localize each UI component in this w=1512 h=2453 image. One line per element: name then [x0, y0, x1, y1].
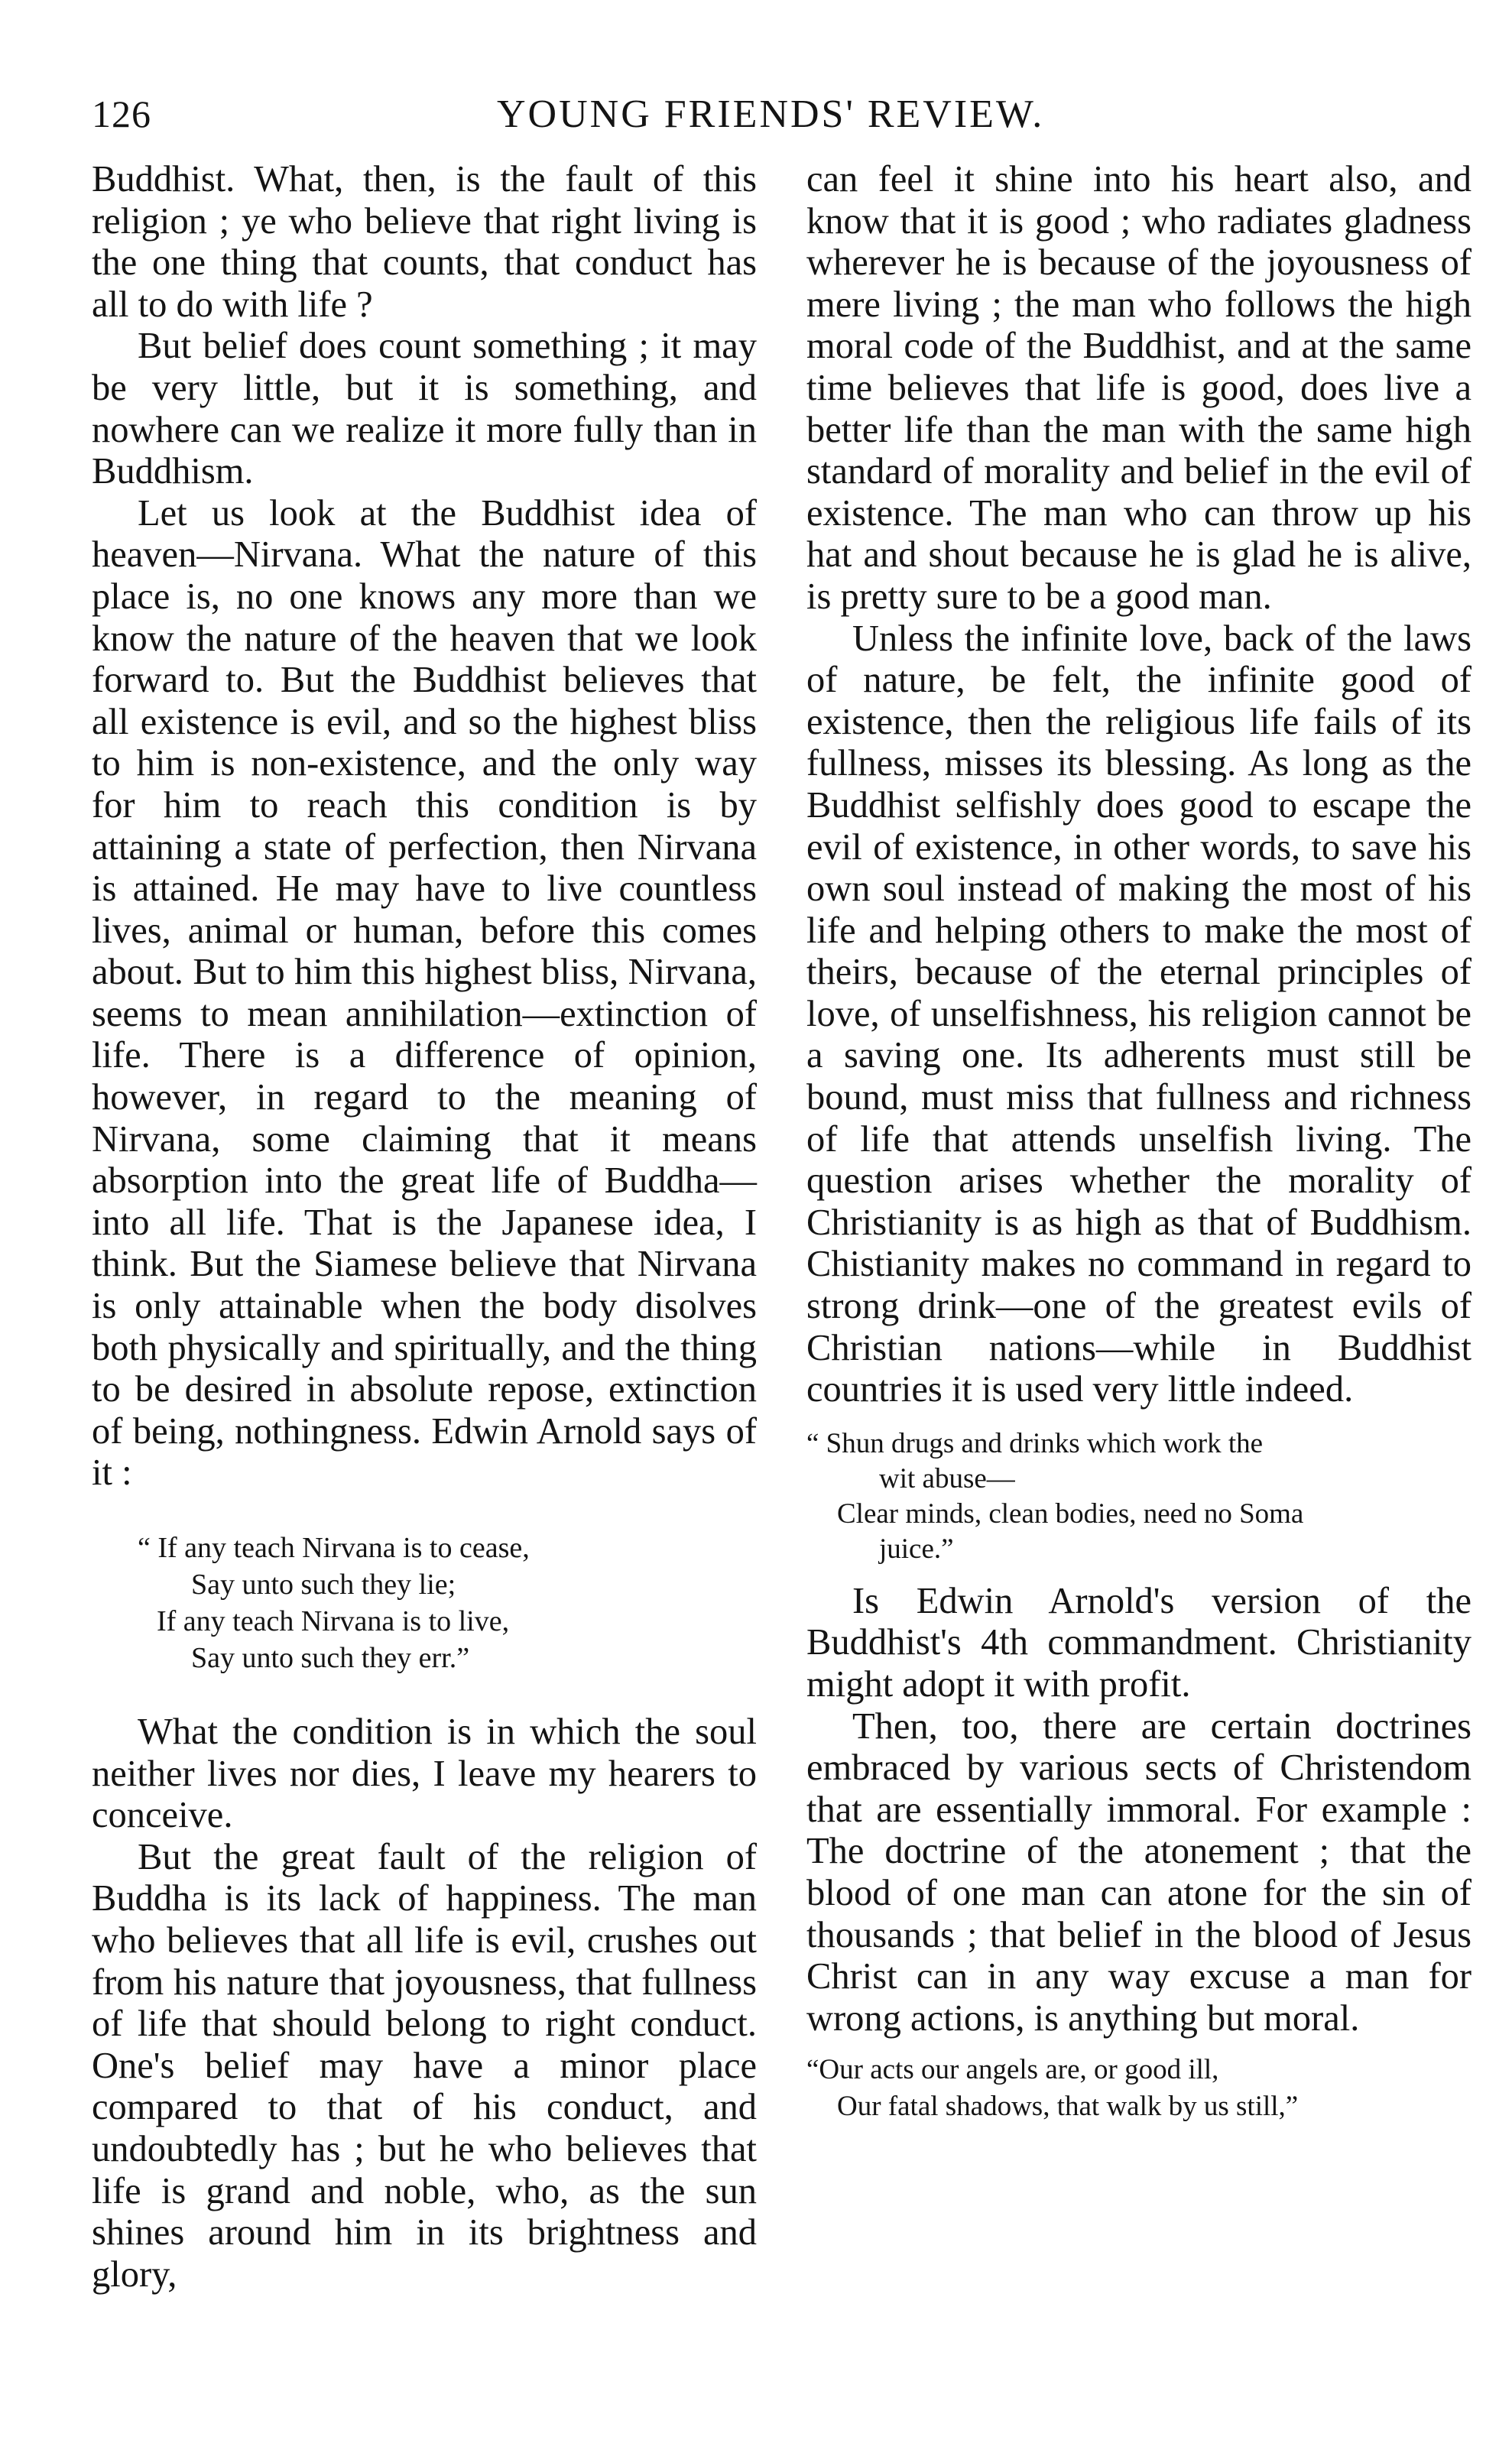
paragraph: Buddhist. What, then, is the fault of this religion ; ye who believe that right living is the one thing that counts, that conduct has all to do with life ?: [92, 159, 757, 325]
paragraph: Is Edwin Arnold's version of the Buddhist's 4th commandment. Christianity might adopt it with profit.: [806, 1580, 1471, 1705]
verse-quotation: [806, 2052, 1471, 2125]
verse-line: wit abuse—: [879, 1462, 1015, 1494]
paragraph: Then, too, there are certain doctrines embraced by various sects of Christendom that are essentially immoral. For example : The doctrine of the atonement ; that the blood of one man can atone for the sin of thousands ; that belief in the blood of Jesus Christ can in any way excuse a man for wrong actions, is anything but moral.: [806, 1705, 1471, 2039]
right-column: [806, 159, 1471, 2125]
verse-line: juice.”: [879, 1533, 954, 1565]
verse-quotation: [92, 1530, 757, 1676]
paragraph: Unless the infinite love, back of the laws of nature, be felt, the infinite good of existence, then the religious life fails of its fullness, misses its blessing. As long as the Buddhist selfishly does good to escape the evil of existence, in other words, to save his own soul instead of making the most of his life and helping others to make the most of theirs, because of the eternal principles of love, of unselfishness, his religion cannot be a saving one. Its adherents must still be bound, must miss that fullness and richness of life that attends unselfish living. The question arises whether the morality of Christianity is as high as that of Buddhism. Chistianity makes no command in regard to strong drink—one of the greatest evils of Christian nations—while in Buddhist countries it is used very little indeed.: [806, 618, 1471, 1410]
paragraph: can feel it shine into his heart also, and know that it is good ; who radiates gladness wherever he is because of the joyousness of mere living ; the man who follows the high moral code of the Buddhist, and at the same time believes that life is good, does live a better life than the man with the same high standard of morality and belief in the evil of existence. The man who can throw up his hat and shout because he is glad he is alive, is pretty sure to be a good man.: [806, 159, 1471, 617]
paragraph: Let us look at the Buddhist idea of heaven—Nirvana. What the nature of this place is, no one knows any more than we know the nature of the heaven that we look forward to. But the Buddhist believes that all existence is evil, and so the highest bliss to him is non-existence, and the only way for him to reach this condition is by attaining a state of perfection, then Nirvana is attained. He may have to live countless lives, animal or human, before this comes about. But to him this highest bliss, Nirvana, seems to mean annihilation—extinction of life. There is a difference of opinion, however, in regard to the meaning of Nirvana, some claiming that it means absorption into the great life of Buddha—into all life. That is the Japanese idea, I think. But the Siamese believe that Nirvana is only attainable when the body disolves both physically and spiritually, and the thing to be desired in absolute repose, extinction of being, nothingness. Edwin Arnold says of it :: [92, 492, 757, 1494]
page-header: [92, 92, 1468, 153]
verse-line: Say unto such they err.”: [191, 1642, 470, 1674]
running-title: YOUNG FRIENDS' REVIEW.: [497, 92, 1045, 136]
verse-quotation: [806, 1426, 1471, 1567]
verse-line: “ If any teach Nirvana is to cease,: [138, 1532, 530, 1564]
verse-line: Say unto such they lie;: [191, 1569, 456, 1601]
verse-line: If any teach Nirvana is to live,: [157, 1605, 510, 1637]
verse-line: “ Shun drugs and drinks which work the: [806, 1427, 1264, 1459]
verse-line: “Our acts our angels are, or good ill,: [806, 2054, 1219, 2086]
verse-line: Our fatal shadows, that walk by us still,”: [837, 2091, 1299, 2123]
paragraph: What the condition is in which the soul neither lives nor dies, I leave my hearers to conceive.: [92, 1712, 757, 1836]
left-column: [92, 159, 757, 2296]
verse-line: Clear minds, clean bodies, need no Soma: [837, 1497, 1304, 1530]
paragraph: But the great fault of the religion of Buddha is its lack of happiness. The man who believes that all life is evil, crushes out from his nature that joyousness, that fullness of life that should belong to right conduct. One's belief may have a minor place compared to that of his conduct, and undoubtedly has ; but he who believes that life is grand and noble, who, as the sun shines around him in its brightness and glory,: [92, 1836, 757, 2295]
paragraph: But belief does count something ; it may be very little, but it is something, and nowhere can we realize it more fully than in Buddhism.: [92, 326, 757, 492]
page-number: 126: [92, 92, 151, 135]
journal-page: [92, 76, 1471, 2416]
